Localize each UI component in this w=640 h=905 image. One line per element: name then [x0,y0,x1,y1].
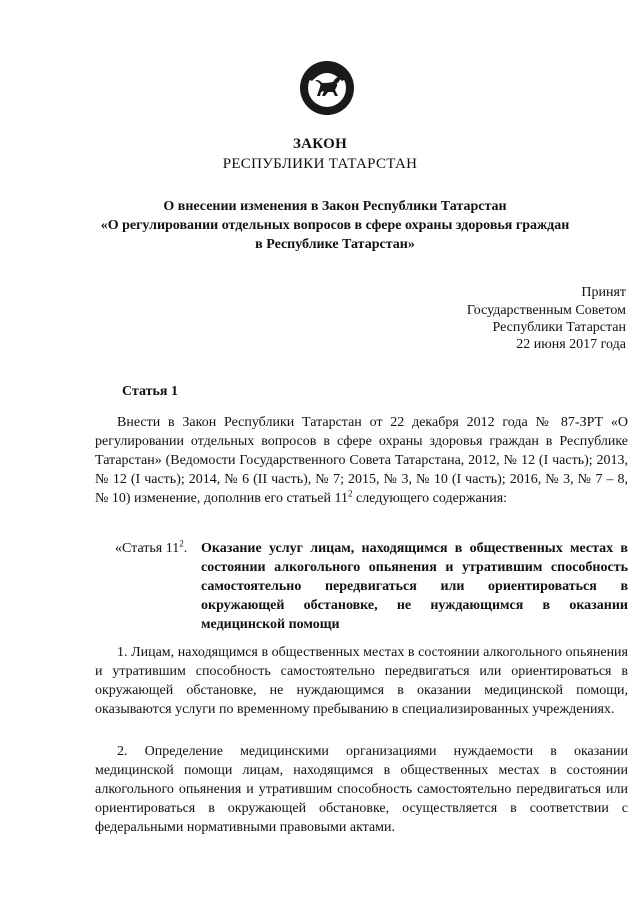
article-intro-paragraph [95,413,628,508]
adopted-body: Республики Татарстан [492,320,626,335]
law-subtitle-line: «О регулировании отдельных вопросов в сфере охраны здоровья граждан [100,218,570,233]
clause-1 [95,643,628,719]
law-subtitle-line: О внесении изменения в Закон Республики Татарстан [163,199,507,214]
intro-superscript: 2 [347,488,353,499]
clause-1-text: 1. Лицам, находящимся в общественных местах в состоянии алкогольного опьянения и утратившим способность самостоятельно передвигаться или ориентироваться в окружающей обстановке, не нуждающимся в оказании медицинской помощи, оказываются услуги по временному пребыванию в специализированных учреждениях. [95,645,628,717]
clause-2 [95,742,628,837]
tatarstan-coat-of-arms-icon [296,55,358,117]
quoted-article-number: «Статья $11^2$. [115,538,188,556]
adopted-body: Государственным Советом [466,303,626,318]
intro-tail: следующего содержания: [352,491,508,506]
law-republic: РЕСПУБЛИКИ ТАТАРСТАН [222,156,418,172]
adopted-date: 22 июня 2017 года [516,337,626,352]
adopted-label: Принят [581,285,626,300]
quoted-article-title: Оказание услуг лицам, находящимся в общественных местах в состоянии алкогольного опьянения и утратившим способность самостоятельно передвигаться или ориентироваться в окружающей обстановке, не нуждающимся в оказании медицинской помощи [201,541,628,632]
article-heading: Статья 1 [122,384,178,399]
intro-text: Внести в Закон Республики Татарстан от 22 декабря 2012 года № 87-ЗРТ «О регулировании отдельных вопросов в сфере охраны здоровья граждан в Республике Татарстан» (Ведомости Государственного Совета Татарстана, 2012, № 12 (I часть); 2013, № 12 (I часть); 2014, № 6 (II часть), № 7; 2015, № 3, № 10 (I часть); 2016, № 3, № 7 – 8, № 10) изменение, дополнив его статьей 11 [95,415,628,506]
law-title: ЗАКОН [292,136,348,152]
law-subtitle-line: в Республике Татарстан» [255,237,415,252]
clause-2-text: 2. Определение медицинскими организациями нуждаемости в оказании медицинской помощи лицам, находящимся в общественных местах в состоянии алкогольного опьянения и утратившим способность самостоятельно передвигаться или ориентироваться в окружающей обстановке, осуществляется в соответствии с федеральными нормативными правовыми актами. [95,744,628,835]
